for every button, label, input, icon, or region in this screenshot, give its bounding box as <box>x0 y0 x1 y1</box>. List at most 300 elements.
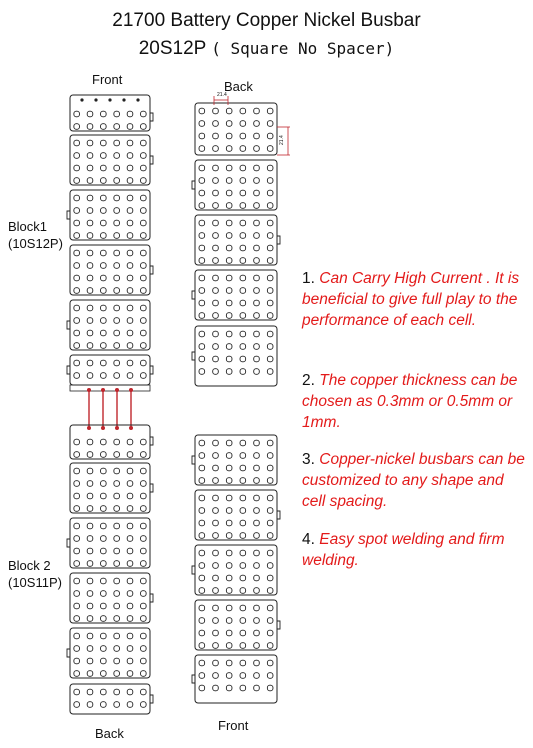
cell-hole <box>213 288 219 294</box>
note-2-number: 2. <box>302 372 315 389</box>
connector-dot <box>115 388 119 392</box>
cell-hole <box>267 133 273 139</box>
cell-hole <box>267 258 273 264</box>
block2-end-plate <box>70 684 150 714</box>
cell-hole <box>267 146 273 152</box>
cell-hole <box>87 250 93 256</box>
cell-hole <box>226 533 232 539</box>
cell-hole <box>74 360 80 366</box>
cell-hole <box>101 153 107 159</box>
front-plate-2 <box>195 490 277 540</box>
block1-end-plate-holes <box>74 360 146 378</box>
cell-hole <box>240 356 246 362</box>
cell-hole <box>101 548 107 554</box>
cell-hole <box>199 508 205 514</box>
cell-hole <box>141 343 147 349</box>
cell-hole <box>141 220 147 226</box>
cell-hole <box>240 288 246 294</box>
cell-hole <box>240 165 246 171</box>
cell-hole <box>240 331 246 337</box>
dim-vertical: 21.4 <box>279 135 285 145</box>
cell-hole <box>114 646 120 652</box>
cell-hole <box>101 633 107 639</box>
cell-hole <box>240 453 246 459</box>
block1-plate-4-holes <box>74 305 146 348</box>
cell-hole <box>74 468 80 474</box>
cell-hole <box>199 563 205 569</box>
connector-dot <box>87 426 91 430</box>
connector-dot <box>129 388 133 392</box>
cell-hole <box>213 618 219 624</box>
front-plate-3 <box>195 545 277 595</box>
cell-hole <box>213 190 219 196</box>
cell-hole <box>87 288 93 294</box>
cell-hole <box>114 111 120 117</box>
cell-hole <box>101 208 107 214</box>
cell-hole <box>101 616 107 622</box>
cell-hole <box>74 591 80 597</box>
cell-hole <box>114 689 120 695</box>
cell-hole <box>87 140 93 146</box>
cell-hole <box>87 165 93 171</box>
cell-hole <box>226 258 232 264</box>
cell-hole <box>101 263 107 269</box>
back-plate-3 <box>195 270 277 320</box>
cell-hole <box>267 245 273 251</box>
cell-hole <box>213 178 219 184</box>
cell-hole <box>213 165 219 171</box>
cell-hole <box>226 453 232 459</box>
cell-hole <box>226 331 232 337</box>
block2-plate-1 <box>70 463 150 513</box>
cell-hole <box>101 671 107 677</box>
cell-hole <box>74 195 80 201</box>
cell-hole <box>213 685 219 691</box>
cell-hole <box>254 508 260 514</box>
cell-hole <box>114 275 120 281</box>
cell-hole <box>114 373 120 379</box>
cell-hole <box>101 439 107 445</box>
cell-hole <box>87 305 93 311</box>
top-weld-dot <box>136 98 139 101</box>
cell-hole <box>74 233 80 239</box>
back-plate-4 <box>195 326 277 386</box>
cell-hole <box>127 671 133 677</box>
cell-hole <box>101 603 107 609</box>
cell-hole <box>226 275 232 281</box>
cell-hole <box>114 165 120 171</box>
cell-hole <box>240 313 246 319</box>
cell-hole <box>254 121 260 127</box>
cell-hole <box>127 318 133 324</box>
cell-hole <box>226 133 232 139</box>
back-top-plate-holes <box>199 108 273 151</box>
cell-hole <box>127 288 133 294</box>
cell-hole <box>127 591 133 597</box>
cell-hole <box>87 124 93 130</box>
cell-hole <box>74 111 80 117</box>
cell-hole <box>267 344 273 350</box>
cell-hole <box>213 313 219 319</box>
cell-hole <box>213 331 219 337</box>
cell-hole <box>267 673 273 679</box>
cell-hole <box>87 702 93 708</box>
cell-hole <box>127 263 133 269</box>
cell-hole <box>127 208 133 214</box>
cell-hole <box>213 508 219 514</box>
cell-hole <box>199 331 205 337</box>
cell-hole <box>226 495 232 501</box>
cell-hole <box>254 369 260 375</box>
cell-hole <box>127 275 133 281</box>
cell-hole <box>254 331 260 337</box>
cell-hole <box>127 124 133 130</box>
front-plate-2-holes <box>199 495 273 538</box>
cell-hole <box>199 550 205 556</box>
top-weld-dot <box>122 98 125 101</box>
cell-hole <box>101 536 107 542</box>
cell-hole <box>74 343 80 349</box>
cell-hole <box>127 493 133 499</box>
cell-hole <box>87 153 93 159</box>
label-back-bottom: Back <box>95 726 124 741</box>
cell-hole <box>213 203 219 209</box>
cell-hole <box>141 439 147 445</box>
cell-hole <box>240 245 246 251</box>
cell-hole <box>240 630 246 636</box>
cell-hole <box>213 465 219 471</box>
cell-hole <box>267 190 273 196</box>
cell-hole <box>74 263 80 269</box>
label-front-top: Front <box>92 72 123 87</box>
cell-hole <box>87 468 93 474</box>
block1-config: (10S12P) <box>8 236 63 251</box>
block2-plate-1-holes <box>74 468 146 511</box>
cell-hole <box>101 178 107 184</box>
cell-hole <box>254 178 260 184</box>
cell-hole <box>87 633 93 639</box>
cell-hole <box>101 591 107 597</box>
cell-hole <box>74 481 80 487</box>
cell-hole <box>74 288 80 294</box>
cell-hole <box>267 478 273 484</box>
cell-hole <box>74 318 80 324</box>
cell-hole <box>199 178 205 184</box>
cell-hole <box>127 578 133 584</box>
cell-hole <box>101 140 107 146</box>
cell-hole <box>254 288 260 294</box>
block1-name: Block1 <box>8 219 48 234</box>
cell-hole <box>87 220 93 226</box>
label-front-bottom: Front <box>218 718 249 733</box>
cell-hole <box>114 591 120 597</box>
cell-hole <box>87 523 93 529</box>
cell-hole <box>199 108 205 114</box>
cell-hole <box>240 121 246 127</box>
cell-hole <box>254 453 260 459</box>
cell-hole <box>74 250 80 256</box>
cell-hole <box>226 630 232 636</box>
cell-hole <box>74 373 80 379</box>
cell-hole <box>199 630 205 636</box>
cell-hole <box>267 618 273 624</box>
cell-hole <box>267 331 273 337</box>
cell-hole <box>199 190 205 196</box>
cell-hole <box>74 140 80 146</box>
cell-hole <box>199 588 205 594</box>
cell-hole <box>213 108 219 114</box>
block2-plate-3-holes <box>74 578 146 621</box>
note-2-text: The copper thickness can be chosen as 0.3mm or 0.5mm or 1mm. <box>302 372 518 431</box>
back-top-plate <box>195 103 277 155</box>
cell-hole <box>101 360 107 366</box>
block2-plate-4-holes <box>74 633 146 676</box>
cell-hole <box>199 369 205 375</box>
cell-hole <box>141 111 147 117</box>
cell-hole <box>254 630 260 636</box>
cell-hole <box>141 250 147 256</box>
cell-hole <box>213 344 219 350</box>
cell-hole <box>267 495 273 501</box>
cell-hole <box>267 465 273 471</box>
cell-hole <box>74 671 80 677</box>
cell-hole <box>240 643 246 649</box>
cell-hole <box>87 481 93 487</box>
block2-plate-2-holes <box>74 523 146 566</box>
cell-hole <box>226 508 232 514</box>
cell-hole <box>114 548 120 554</box>
note-4-text: Easy spot welding and firm welding. <box>302 531 505 569</box>
cell-hole <box>254 550 260 556</box>
cell-hole <box>101 373 107 379</box>
cell-hole <box>87 208 93 214</box>
cell-hole <box>114 616 120 622</box>
cell-hole <box>254 520 260 526</box>
cell-hole <box>101 250 107 256</box>
cell-hole <box>254 478 260 484</box>
connector-dot <box>87 388 91 392</box>
cell-hole <box>226 165 232 171</box>
note-1 <box>302 268 530 331</box>
cell-hole <box>74 616 80 622</box>
cell-hole <box>199 146 205 152</box>
cell-hole <box>199 660 205 666</box>
cell-hole <box>101 561 107 567</box>
block1-plate-1-holes <box>74 140 146 183</box>
cell-hole <box>101 124 107 130</box>
cell-hole <box>240 300 246 306</box>
cell-hole <box>213 660 219 666</box>
cell-hole <box>199 453 205 459</box>
cell-hole <box>87 591 93 597</box>
cell-hole <box>199 673 205 679</box>
cell-hole <box>87 578 93 584</box>
cell-hole <box>213 563 219 569</box>
block1-plate-4 <box>70 300 150 350</box>
cell-hole <box>199 495 205 501</box>
cell-hole <box>127 153 133 159</box>
cell-hole <box>127 506 133 512</box>
cell-hole <box>114 506 120 512</box>
cell-hole <box>199 133 205 139</box>
cell-hole <box>267 356 273 362</box>
back-plate-2-holes <box>199 220 273 263</box>
cell-hole <box>74 178 80 184</box>
cell-hole <box>213 533 219 539</box>
top-weld-dot <box>94 98 97 101</box>
cell-hole <box>254 643 260 649</box>
front-plate-3-holes <box>199 550 273 593</box>
cell-hole <box>141 633 147 639</box>
front-plate-4 <box>195 600 277 650</box>
cell-hole <box>199 520 205 526</box>
cell-hole <box>127 468 133 474</box>
cell-hole <box>114 561 120 567</box>
cell-hole <box>254 313 260 319</box>
cell-hole <box>254 660 260 666</box>
cell-hole <box>226 178 232 184</box>
cell-hole <box>199 258 205 264</box>
cell-hole <box>240 440 246 446</box>
cell-hole <box>267 313 273 319</box>
cell-hole <box>267 520 273 526</box>
cell-hole <box>141 536 147 542</box>
cell-hole <box>141 140 147 146</box>
cell-hole <box>87 343 93 349</box>
cell-hole <box>240 563 246 569</box>
title-variant: ( Square No Spacer) <box>211 39 395 58</box>
back-plate-3-holes <box>199 275 273 318</box>
cell-hole <box>213 440 219 446</box>
cell-hole <box>254 563 260 569</box>
cell-hole <box>114 658 120 664</box>
cell-hole <box>254 233 260 239</box>
cell-hole <box>267 220 273 226</box>
cell-hole <box>267 660 273 666</box>
cell-hole <box>254 133 260 139</box>
cell-hole <box>114 633 120 639</box>
block1-plate-3-holes <box>74 250 146 293</box>
cell-hole <box>226 344 232 350</box>
cell-hole <box>127 195 133 201</box>
cell-hole <box>141 124 147 130</box>
cell-hole <box>213 133 219 139</box>
cell-hole <box>199 440 205 446</box>
cell-hole <box>226 563 232 569</box>
note-3-text: Copper-nickel busbars can be customized to any shape and cell spacing. <box>302 451 525 510</box>
bridge-top <box>70 385 150 391</box>
cell-hole <box>226 673 232 679</box>
cell-hole <box>127 616 133 622</box>
cell-hole <box>74 506 80 512</box>
cell-hole <box>254 575 260 581</box>
cell-hole <box>141 233 147 239</box>
front-plate-1-holes <box>199 440 273 483</box>
cell-hole <box>127 305 133 311</box>
cell-hole <box>213 520 219 526</box>
cell-hole <box>240 478 246 484</box>
cell-hole <box>267 508 273 514</box>
cell-hole <box>87 452 93 458</box>
cell-hole <box>199 121 205 127</box>
cell-hole <box>127 702 133 708</box>
cell-hole <box>114 305 120 311</box>
cell-hole <box>141 702 147 708</box>
cell-hole <box>199 288 205 294</box>
cell-hole <box>101 343 107 349</box>
cell-hole <box>101 506 107 512</box>
cell-hole <box>114 208 120 214</box>
cell-hole <box>240 369 246 375</box>
cell-hole <box>199 465 205 471</box>
cell-hole <box>101 468 107 474</box>
cell-hole <box>127 523 133 529</box>
cell-hole <box>267 453 273 459</box>
cell-hole <box>141 658 147 664</box>
cell-hole <box>114 288 120 294</box>
cell-hole <box>74 153 80 159</box>
cell-hole <box>254 440 260 446</box>
cell-hole <box>87 178 93 184</box>
cell-hole <box>114 702 120 708</box>
cell-hole <box>101 275 107 281</box>
front-end-plate-holes <box>74 111 146 129</box>
cell-hole <box>101 646 107 652</box>
cell-hole <box>114 263 120 269</box>
cell-hole <box>74 439 80 445</box>
title-line-1: 21700 Battery Copper Nickel Busbar <box>112 10 421 31</box>
cell-hole <box>226 550 232 556</box>
cell-hole <box>254 356 260 362</box>
cell-hole <box>213 673 219 679</box>
cell-hole <box>127 165 133 171</box>
cell-hole <box>240 588 246 594</box>
cell-hole <box>114 140 120 146</box>
cell-hole <box>240 673 246 679</box>
cell-hole <box>226 660 232 666</box>
connector-dot <box>101 388 105 392</box>
cell-hole <box>226 190 232 196</box>
cell-hole <box>213 356 219 362</box>
block2-plate-2 <box>70 518 150 568</box>
cell-hole <box>226 588 232 594</box>
back-plate-1 <box>195 160 277 210</box>
cell-hole <box>254 108 260 114</box>
cell-hole <box>87 548 93 554</box>
cell-hole <box>226 520 232 526</box>
front-end-plate-bottom <box>195 655 277 703</box>
title-config: 20S12P <box>138 38 206 59</box>
cell-hole <box>141 263 147 269</box>
cell-hole <box>240 550 246 556</box>
cell-hole <box>74 689 80 695</box>
cell-hole <box>213 495 219 501</box>
block1-plate-2 <box>70 190 150 240</box>
cell-hole <box>213 550 219 556</box>
block1-plate-3 <box>70 245 150 295</box>
cell-hole <box>199 618 205 624</box>
cell-hole <box>213 588 219 594</box>
cell-hole <box>267 575 273 581</box>
cell-hole <box>199 300 205 306</box>
cell-hole <box>267 203 273 209</box>
label-block2 <box>8 557 62 591</box>
cell-hole <box>226 121 232 127</box>
cell-hole <box>213 233 219 239</box>
cell-hole <box>101 689 107 695</box>
cell-hole <box>141 275 147 281</box>
cell-hole <box>213 643 219 649</box>
